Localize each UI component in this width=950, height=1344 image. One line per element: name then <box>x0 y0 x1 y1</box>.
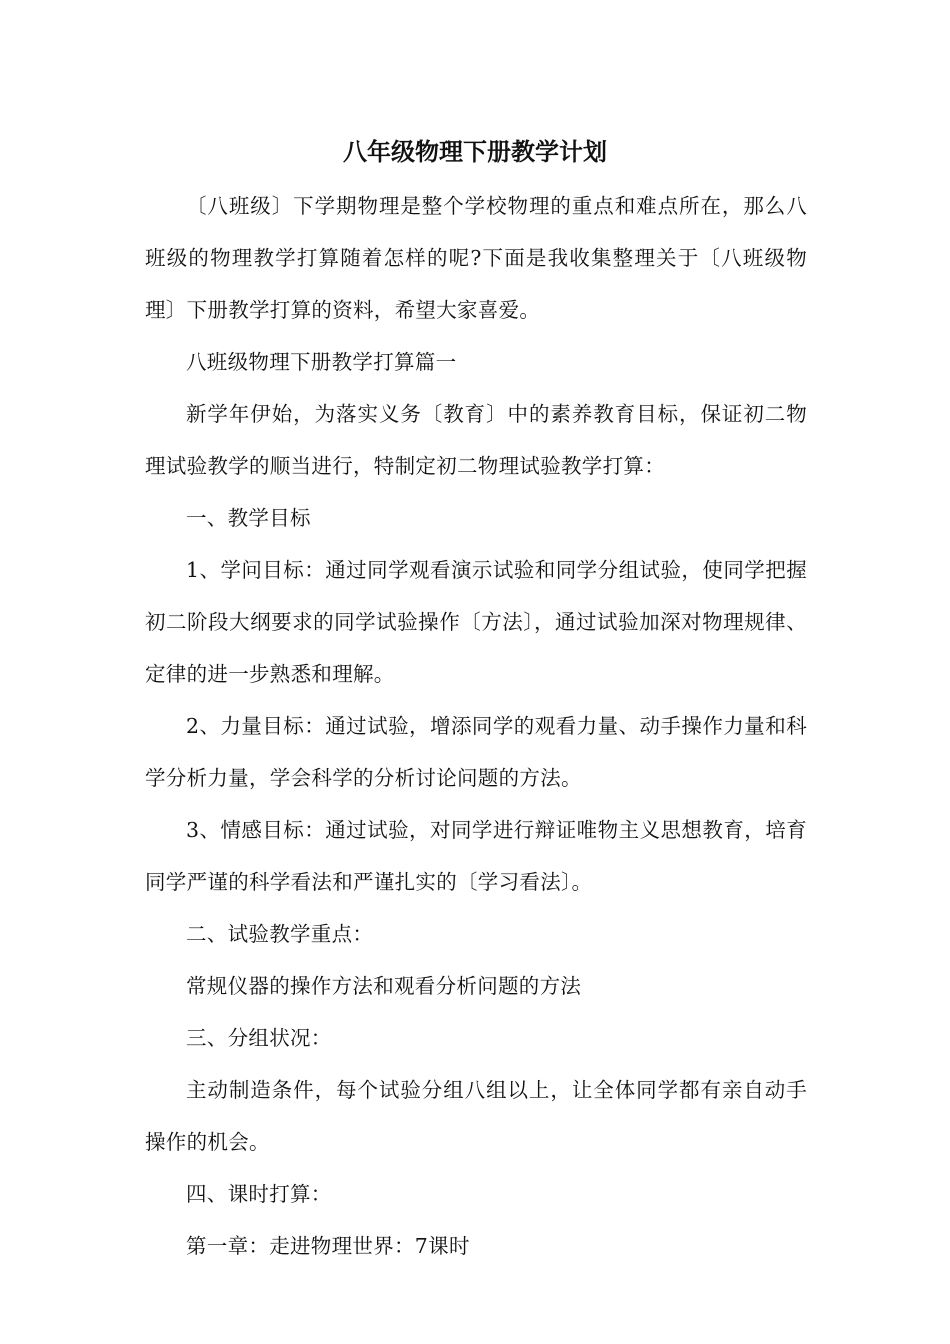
paragraph-section-heading: 八班级物理下册教学打算篇一 <box>186 350 457 374</box>
paragraph-knowledge-goal: 1、学问目标：通过同学观看演示试验和同学分组试验，使同学把握 初二阶段大纲要求的同学试验操作〔方法〕，通过试验加深对物理规律、定律的进一步熟悉和理解。 <box>145 558 807 686</box>
heading-experiment-focus: 二、试验教学重点： <box>186 922 374 946</box>
heading-schedule: 四、课时打算： <box>186 1182 332 1206</box>
paragraph-purpose: 新学年伊始，为落实义务〔教育〕中的素养教育目标，保证初二物理试验教学的顺当进行，特制定初二物理试验教学打算： <box>145 402 807 478</box>
heading-teaching-goals: 一、教学目标 <box>186 506 311 530</box>
paragraph-grouping: 主动制造条件，每个试验分组八组以上，让全体同学都有亲自动手操作的机会。 <box>145 1078 807 1154</box>
paragraph-intro: 〔八班级〕下学期物理是整个学校物理的重点和难点所在，那么八班级的物理教学打算随着怎样的呢?下面是我收集整理关于〔八班级物理〕下册教学打算的资料，希望大家喜爱。 <box>145 194 807 322</box>
heading-grouping: 三、分组状况： <box>186 1026 332 1050</box>
paragraph-ability-goal: 2、力量目标：通过试验，增添同学的观看力量、动手操作力量和科学分析力量，学会科学的分析讨论问题的方法。 <box>145 714 807 790</box>
document-title: 八年级物理下册教学计划 <box>343 137 607 166</box>
paragraph-chapter-one: 第一章：走进物理世界：7课时 <box>186 1234 470 1258</box>
paragraph-emotion-goal: 3、情感目标：通过试验，对同学进行辩证唯物主义思想教育，培育同学严谨的科学看法和严谨扎实的〔学习看法〕。 <box>145 818 807 894</box>
document-body <box>145 180 807 1272</box>
paragraph-experiment-focus: 常规仪器的操作方法和观看分析问题的方法 <box>186 974 582 998</box>
